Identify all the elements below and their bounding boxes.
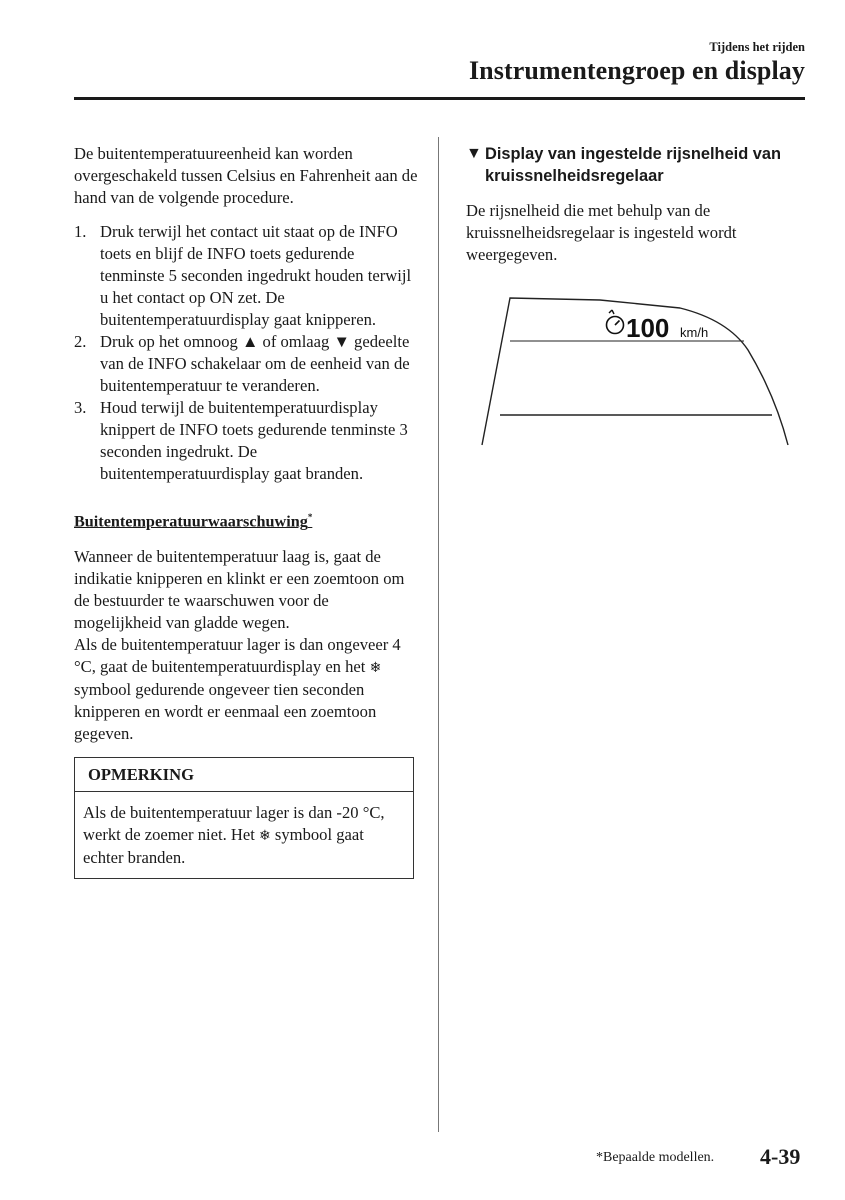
step-text: Druk op het omnoog ▲ of omlaag ▼ gedeelte van de INFO schakelaar om de eenheid van de buitentemperatuur te veranderen. <box>100 332 410 395</box>
snowflake-icon: ❄ <box>369 660 382 677</box>
snowflake-icon: ❄ <box>259 828 271 845</box>
intro-paragraph: De buitentemperatuureenheid kan worden overgeschakeld tussen Celsius en Fahrenheit aan de hand van de volgende procedure. <box>74 144 418 207</box>
cruise-control-speed-icon <box>607 310 624 334</box>
cruise-speed-display-illustration <box>480 295 792 450</box>
warning-heading: Buitentemperatuurwaarschuwing* <box>74 512 313 531</box>
step-text: Houd terwijl de buitentemperatuurdisplay knippert de INFO toets gedurende tenminste 3 seconden ingedrukt. De buitentemperatuurdisplay gaat branden. <box>100 398 408 483</box>
note-text: Als de buitentemperatuur lager is dan -20 °C, werkt de zoemer niet. Het ❄ symbool gaat echter branden. <box>83 803 385 868</box>
footnote-marker: * <box>307 512 313 522</box>
column-divider <box>438 137 439 1132</box>
page-title: Instrumentengroep en display <box>468 56 805 85</box>
procedure-step <box>74 397 419 485</box>
procedure-steps <box>74 221 419 485</box>
step-number: 1. <box>74 222 87 241</box>
set-speed-value: 100 <box>626 313 670 343</box>
right-column <box>466 143 806 266</box>
speed-unit: km/h <box>680 325 709 340</box>
warning-paragraph: Wanneer de buitentemperatuur laag is, gaat de indikatie knipperen en klinkt er een zoemtoon om de bestuurder te waarschuwen voor de mogelijkheid van gladde wegen. <box>74 547 405 633</box>
step-number: 2. <box>74 332 87 351</box>
step-number: 3. <box>74 398 87 417</box>
section-body: De rijsnelheid die met behulp van de kruissnelheidsregelaar is ingesteld wordt weergegeven. <box>466 201 737 264</box>
page-number: 4-39 <box>760 1144 801 1169</box>
left-column <box>74 143 419 879</box>
procedure-step <box>74 221 419 331</box>
procedure-step <box>74 331 419 397</box>
footnote: *Bepaalde modellen. <box>596 1150 715 1165</box>
triangle-down-icon: ▼ <box>466 145 482 162</box>
note-heading: OPMERKING <box>75 758 413 792</box>
step-text: Druk terwijl het contact uit staat op de INFO toets en blijf de INFO toets gedurende tenminste 5 seconden ingedrukt houden terwijl u het contact op ON zet. De buitentemperatuurdisplay gaat knipperen. <box>100 222 412 329</box>
header-rule <box>74 97 805 100</box>
section-label: Tijdens het rijden <box>709 40 805 54</box>
section-heading-text: Display van ingestelde rijsnelheid van kruissnelheidsregelaar <box>485 145 782 185</box>
section-heading <box>466 143 806 187</box>
warning-paragraph-2: Als de buitentemperatuur lager is dan ongeveer 4 °C, gaat de buitentemperatuurdisplay en het ❄ symbool gedurende ongeveer tien seconden knipperen en wordt er eenmaal een zoemtoon gegeven. <box>74 635 401 744</box>
note-box <box>74 757 414 879</box>
